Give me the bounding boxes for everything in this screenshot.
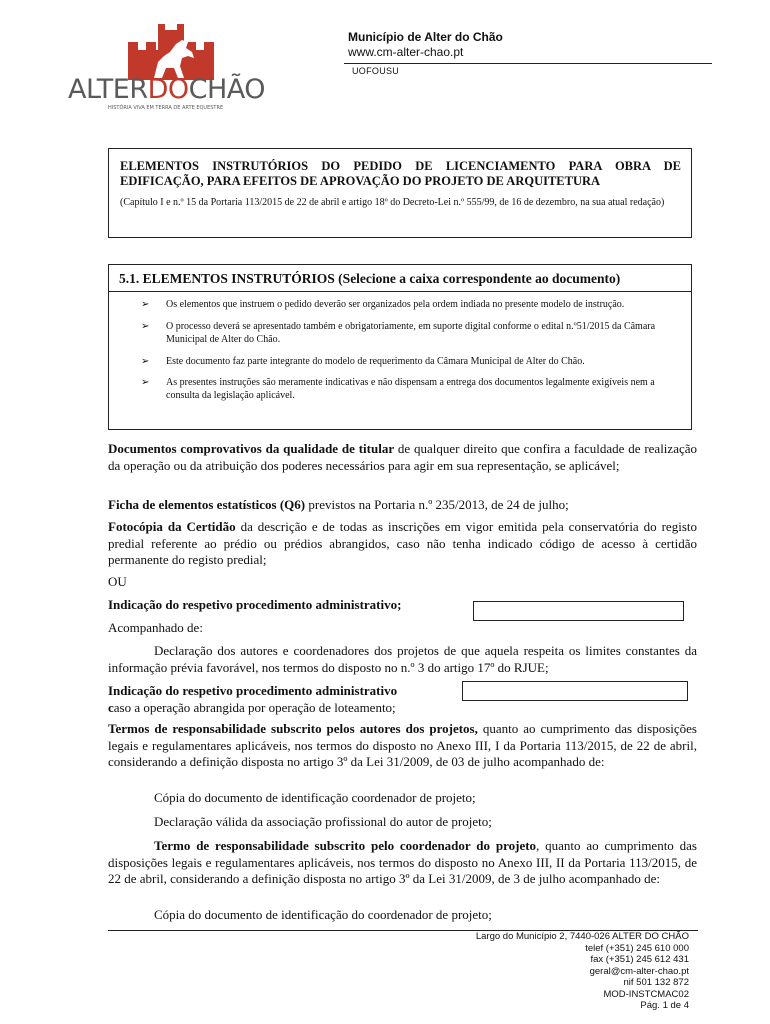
procedure-input-field[interactable] bbox=[473, 601, 684, 621]
arrowhead-bullet-icon: ➢ bbox=[141, 356, 150, 367]
item-procedure-indication bbox=[108, 597, 468, 614]
logo-word-alter: ALTER bbox=[68, 74, 148, 105]
footer-email: geral@cm-alter-chao.pt bbox=[589, 965, 689, 977]
item-titular-bold: Documentos comprovativos da qualidade de titular bbox=[108, 441, 395, 456]
item-responsibility-authors-text: quanto ao cumprimento das disposições legais e regulamentares aplicáveis, nos termos do disposto no Anexo III, I da Portaria 113/2015, de 22 de abril, considerando a definição disposta no artigo 3º da Lei 31/2009, de 03 de julho acompanhado de: bbox=[108, 721, 697, 769]
item-author-declaration bbox=[108, 643, 697, 676]
item-certificate-copy bbox=[108, 519, 697, 568]
footer-nif: nif 501 132 872 bbox=[623, 977, 689, 988]
item-titular-documents bbox=[108, 441, 697, 474]
doc-title-line2: EDIFICAÇÃO, PARA EFEITOS DE APROVAÇÃO DO PROJETO DE ARQUITETURA bbox=[120, 174, 601, 188]
doc-title-line1: ELEMENTOS INSTRUTÓRIOS DO PEDIDO DE LICENCIAMENTO PARA OBRA DE bbox=[120, 159, 681, 173]
logo-word-chao: CHÃO bbox=[188, 74, 266, 105]
or-separator: OU bbox=[108, 574, 127, 589]
item-responsibility-authors bbox=[108, 721, 697, 770]
list-item-text: Os elementos que instruem o pedido deverão ser organizados pela ordem indiada no presente modelo de instrução. bbox=[166, 299, 625, 310]
footer-page-number: Pág. 1 de 4 bbox=[640, 1000, 689, 1011]
item-certificate-text: da descrição e de todas as inscrições em vigor emitida pela conservatória do registo predial referente ao prédio ou prédios abrangidos, caso não tenha indicado código de acesso à certidão permanente do registo predial; bbox=[108, 519, 697, 567]
footer-fax: fax (+351) 245 612 431 bbox=[590, 954, 689, 965]
item-titular-text: de qualquer direito que confira a faculdade de realização da operação ou da atribuição dos poderes necessários para agir em sua representação, se aplicável; bbox=[108, 441, 698, 473]
item-responsibility-coordinator-bold: Termo de responsabilidade subscrito pelo coordenador do projeto bbox=[154, 838, 537, 853]
item-professional-association-text: Declaração válida da associação profissional do autor de projeto; bbox=[154, 814, 492, 829]
item-responsibility-coordinator bbox=[108, 838, 697, 887]
item-procedure-allotment-text: aso a operação abrangida por operação de loteamento; bbox=[113, 700, 396, 715]
footer-model-code: MOD-INSTCMAC02 bbox=[603, 988, 689, 1000]
list-item bbox=[109, 298, 691, 311]
item-certificate-bold: Fotocópia da Certidão bbox=[108, 519, 236, 534]
list-item-text: Este documento faz parte integrante do modelo de requerimento da Câmara Municipal de Alter do Chão. bbox=[166, 356, 585, 367]
item-professional-association bbox=[154, 814, 492, 831]
item-procedure-allotment bbox=[108, 683, 458, 716]
item-author-declaration-text: Declaração dos autores e coordenadores dos projetos de que aquela respeita os limites constantes da informação prévia favorável, nos termos do disposto no n.º 3 do artigo 17º do RJUE; bbox=[108, 643, 697, 675]
list-item-text: O processo deverá se apresentado também e obrigatoriamente, em suporte digital conforme o edital n.º51/2015 da Câmara Municipal de Alter do Chão. bbox=[166, 321, 656, 345]
logo-wordmark bbox=[68, 74, 284, 105]
municipality-logo bbox=[66, 22, 284, 114]
item-statistics-bold: Ficha de elementos estatísticos (Q6) bbox=[108, 497, 306, 512]
footer-phone: telef (+351) 245 610 000 bbox=[585, 942, 689, 954]
item-coordinator-id-copy-text: Cópia do documento de identificação coordenador de projeto; bbox=[154, 790, 476, 805]
document-title-box bbox=[108, 148, 692, 238]
doc-legal-reference: (Capítulo I e n.º 15 da Portaria 113/2015 de 22 de abril e artigo 18º do Decreto-Lei n.º 555/99, de 16 de dezembro, na sua atual redação) bbox=[120, 197, 665, 208]
item-procedure-allotment-bold2: c bbox=[108, 700, 114, 715]
logo-tagline: HISTÓRIA VIVA EM TERRA DE ARTE EQUESTRE bbox=[108, 105, 224, 111]
item-responsibility-authors-bold: Termos de responsabilidade subscrito pelos autores dos projetos, bbox=[108, 721, 478, 736]
allotment-procedure-input-field[interactable] bbox=[462, 681, 688, 701]
arrowhead-bullet-icon: ➢ bbox=[141, 299, 150, 310]
arrowhead-bullet-icon: ➢ bbox=[141, 321, 150, 332]
item-statistics-sheet bbox=[108, 497, 697, 514]
item-coordinator-id-copy-2 bbox=[154, 907, 492, 924]
item-coordinator-id-copy bbox=[154, 790, 476, 807]
arrowhead-bullet-icon: ➢ bbox=[141, 377, 150, 388]
item-statistics-text: previstos na Portaria n.º 235/2013, de 24 de julho; bbox=[305, 497, 569, 512]
list-item bbox=[109, 355, 691, 368]
header-website: www.cm-alter-chao.pt bbox=[348, 45, 464, 59]
item-procedure-allotment-bold: Indicação do respetivo procedimento administrativo bbox=[108, 683, 398, 698]
accompanied-by-label: Acompanhado de: bbox=[108, 620, 203, 635]
list-item-text: As presentes instruções são meramente indicativas e não dispensam a entrega dos documentos legalmente exigíveis nem a consulta da legislação aplicável. bbox=[166, 377, 655, 401]
section-heading: 5.1. ELEMENTOS INSTRUTÓRIOS (Selecione a caixa correspondente ao documento) bbox=[109, 265, 691, 292]
logo-word-do: DO bbox=[147, 74, 189, 105]
item-responsibility-coordinator-text: , quanto ao cumprimento das disposições legais e regulamentares aplicáveis, nos termos do disposto no Anexo III, II da Portaria 113/2015, de 22 de abril, considerando a definição disposta no artigo 3º da Lei 31/2009, de 3 de julho acompanhado de: bbox=[108, 838, 697, 886]
header-unit-code: UOFOUSU bbox=[352, 66, 400, 76]
item-procedure-bold: Indicação do respetivo procedimento administrativo; bbox=[108, 597, 402, 612]
list-item bbox=[109, 376, 691, 402]
header-title: Município de Alter do Chão bbox=[348, 30, 503, 44]
list-item bbox=[109, 320, 691, 346]
footer-contact-block bbox=[476, 931, 689, 1012]
instructions-box bbox=[108, 264, 692, 430]
instructions-list bbox=[109, 298, 691, 402]
item-coordinator-id-copy-2-text: Cópia do documento de identificação do coordenador de projeto; bbox=[154, 907, 492, 922]
footer-address: Largo do Município 2, 7440-026 ALTER DO CHÃO bbox=[475, 931, 689, 942]
header-divider bbox=[344, 63, 712, 64]
